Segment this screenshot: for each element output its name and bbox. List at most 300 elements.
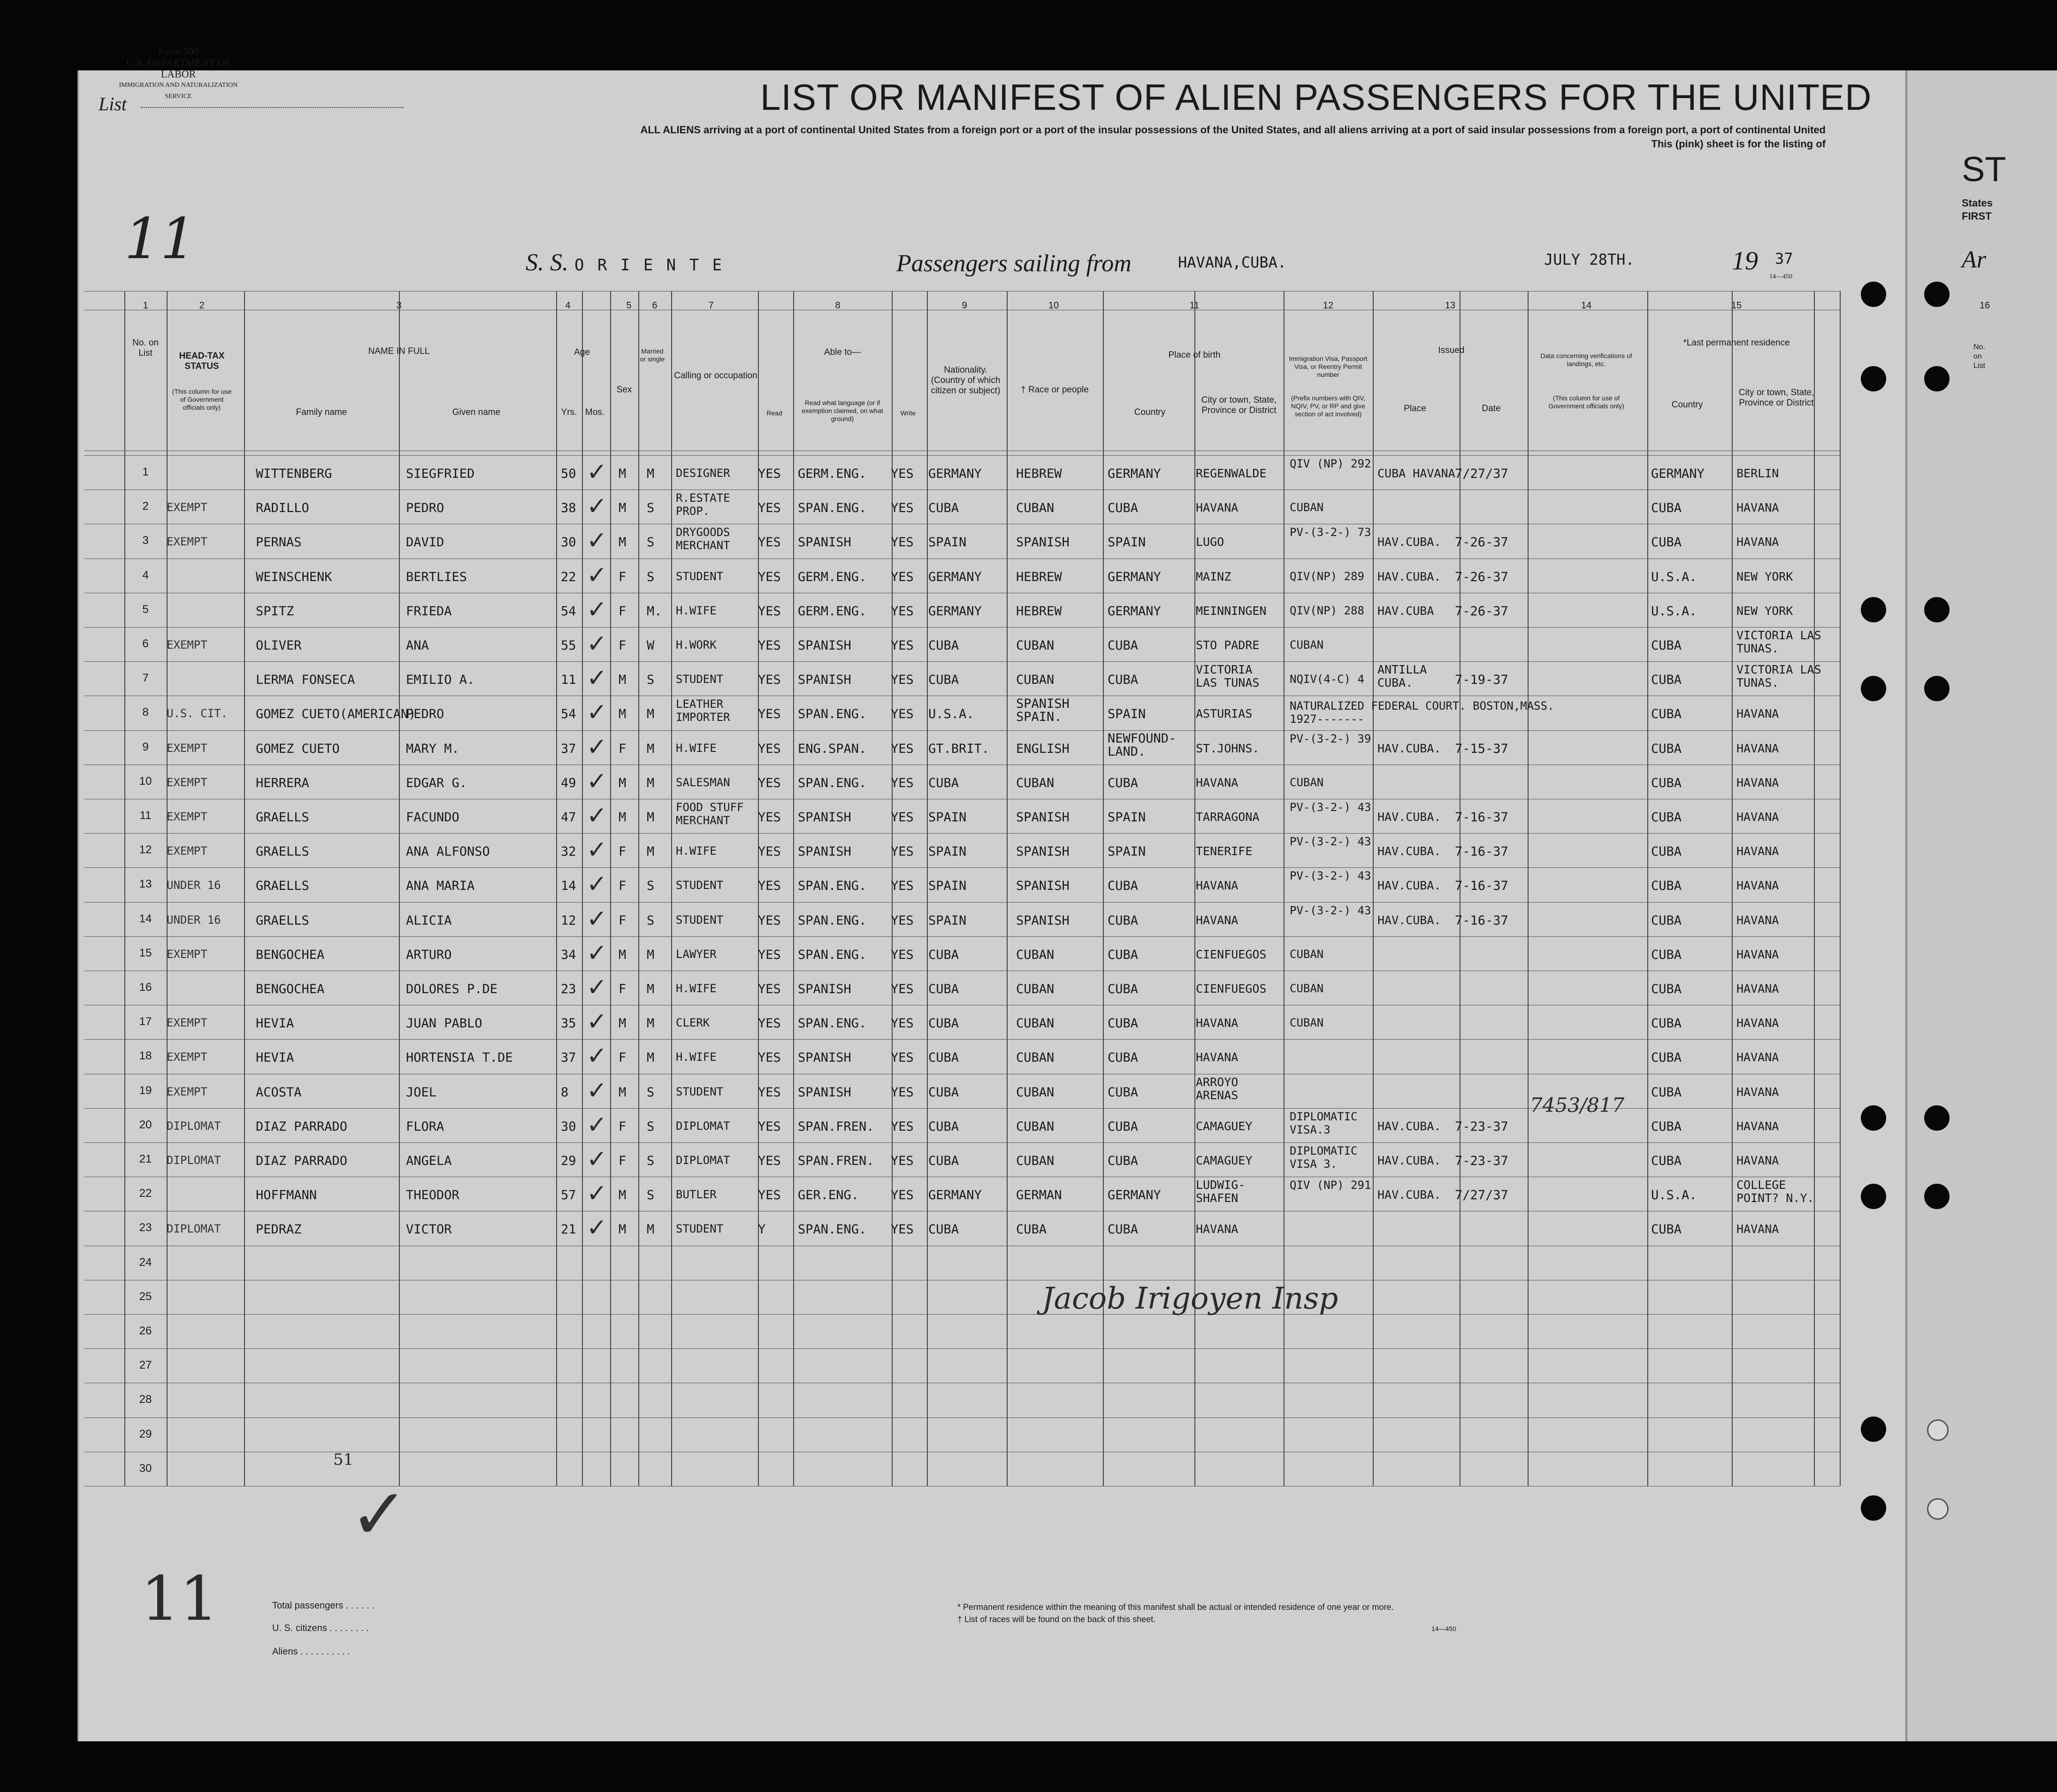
read-language: SPAN.ENG. bbox=[798, 1222, 867, 1237]
sex: M bbox=[619, 501, 627, 516]
residence-country: CUBA bbox=[1651, 673, 1682, 688]
column-number: 6 bbox=[652, 300, 658, 311]
visa-number: CUBAN bbox=[1290, 638, 1324, 651]
nationality: CUBA bbox=[928, 982, 959, 996]
visa-number: QIV(NP) 289 bbox=[1290, 569, 1364, 583]
year-prefix: 19 bbox=[1732, 246, 1758, 276]
column-number: 13 bbox=[1445, 300, 1456, 311]
residence-city: HAVANA bbox=[1736, 775, 1779, 789]
can-read: YES bbox=[758, 879, 781, 894]
can-read: YES bbox=[758, 775, 781, 790]
given-name: ARTURO bbox=[406, 947, 452, 962]
punch-hole bbox=[1861, 597, 1886, 622]
birth-city: CAMAGUEY bbox=[1196, 1119, 1253, 1133]
row-number: 27 bbox=[139, 1359, 152, 1372]
can-write: YES bbox=[891, 535, 914, 550]
occupation: DESIGNER bbox=[676, 467, 730, 480]
residence-country: CUBA bbox=[1651, 810, 1682, 825]
nationality: CUBA bbox=[928, 947, 959, 962]
grid-row-line bbox=[84, 1039, 1840, 1040]
sex: F bbox=[619, 913, 627, 928]
marital-status: M bbox=[647, 1050, 655, 1065]
occupation: SALESMAN bbox=[676, 775, 730, 789]
read-language: ENG.SPAN. bbox=[798, 741, 867, 756]
can-read: Y bbox=[758, 1222, 766, 1237]
header-visa-note: (Prefix numbers with QIV, NQIV, PV, or RP and give section of act involved) bbox=[1291, 394, 1366, 418]
residence-city: HAVANA bbox=[1736, 1154, 1779, 1167]
given-name: FRIEDA bbox=[406, 604, 452, 619]
nationality: CUBA bbox=[928, 1222, 959, 1237]
residence-country: CUBA bbox=[1651, 1050, 1682, 1065]
read-language: GERM.ENG. bbox=[798, 569, 867, 584]
marital-status: S bbox=[647, 913, 655, 928]
check-mark-icon: ✓ bbox=[587, 1008, 607, 1036]
age-years: 30 bbox=[561, 535, 576, 550]
issued-date: 7-16-37 bbox=[1455, 810, 1508, 825]
marital-status: S bbox=[647, 1188, 655, 1203]
marital-status: M bbox=[647, 982, 655, 996]
issued-place: HAV.CUBA. bbox=[1377, 1119, 1441, 1133]
form-number: Form 500 bbox=[158, 46, 199, 57]
race: CUBAN bbox=[1016, 775, 1055, 790]
residence-city: HAVANA bbox=[1736, 982, 1779, 996]
issued-date: 7-23-37 bbox=[1455, 1119, 1508, 1134]
sex: M bbox=[619, 810, 627, 825]
given-name: FACUNDO bbox=[406, 810, 459, 825]
can-write: YES bbox=[891, 1222, 914, 1237]
head-tax-status: UNDER 16 bbox=[167, 879, 221, 892]
visa-number: PV-(3-2-) 43 bbox=[1290, 835, 1371, 849]
header-place-of-birth: Place of birth bbox=[1168, 350, 1221, 360]
occupation: LEATHER IMPORTER bbox=[676, 697, 730, 724]
can-read: YES bbox=[758, 1085, 781, 1100]
birth-country: CUBA bbox=[1108, 638, 1139, 653]
read-language: SPAN.ENG. bbox=[798, 913, 867, 928]
grid-row-line bbox=[84, 730, 1840, 731]
can-write: YES bbox=[891, 810, 914, 825]
birth-city: HAVANA bbox=[1196, 1050, 1239, 1064]
residence-country: CUBA bbox=[1651, 947, 1682, 962]
issued-place: HAV.CUBA. bbox=[1377, 535, 1441, 549]
grid-row-line bbox=[84, 1417, 1840, 1418]
sex: F bbox=[619, 844, 627, 859]
check-mark-icon: ✓ bbox=[587, 1214, 607, 1242]
nationality: GERMANY bbox=[928, 467, 982, 481]
check-mark-icon: ✓ bbox=[587, 1179, 607, 1208]
residence-city: VICTORIA LAS TUNAS. bbox=[1736, 663, 1821, 690]
column-number: 2 bbox=[199, 300, 205, 311]
can-write: YES bbox=[891, 844, 914, 859]
family-name: PEDRAZ bbox=[256, 1222, 302, 1237]
issued-place: HAV.CUBA bbox=[1377, 604, 1434, 618]
departure-date: JULY 28TH. bbox=[1544, 251, 1635, 268]
footer-code: 14—450 bbox=[1431, 1625, 1456, 1632]
birth-country: CUBA bbox=[1108, 947, 1139, 962]
right-line-2: FIRST bbox=[1962, 210, 1992, 222]
issued-place: HAV.CUBA. bbox=[1377, 844, 1441, 858]
can-read: YES bbox=[758, 947, 781, 962]
marital-status: S bbox=[647, 535, 655, 550]
nationality: CUBA bbox=[928, 1154, 959, 1168]
birth-country: GERMANY bbox=[1108, 1188, 1161, 1203]
can-write: YES bbox=[891, 1119, 914, 1134]
birth-city: TENERIFE bbox=[1196, 844, 1253, 858]
occupation: H.WIFE bbox=[676, 604, 717, 617]
occupation: STUDENT bbox=[676, 1085, 724, 1098]
check-mark-icon: ✓ bbox=[587, 870, 607, 899]
sex: M bbox=[619, 1085, 627, 1100]
row-number: 8 bbox=[142, 706, 149, 719]
marital-status: S bbox=[647, 879, 655, 894]
grid-row-line bbox=[84, 936, 1840, 937]
head-tax-status: EXEMPT bbox=[167, 1085, 207, 1098]
birth-city: HAVANA bbox=[1196, 775, 1239, 789]
header-no-on-list: No. on List bbox=[132, 338, 159, 358]
visa-number: PV-(3-2-) 39 bbox=[1290, 732, 1371, 745]
can-write: YES bbox=[891, 569, 914, 584]
can-write: YES bbox=[891, 741, 914, 756]
nationality: SPAIN bbox=[928, 879, 967, 894]
birth-country: SPAIN bbox=[1108, 707, 1146, 722]
header-sex: Sex bbox=[616, 385, 632, 395]
can-read: YES bbox=[758, 1154, 781, 1168]
read-language: SPAN.FREN. bbox=[798, 1119, 874, 1134]
birth-city: TARRAGONA bbox=[1196, 810, 1260, 824]
sex: F bbox=[619, 1050, 627, 1065]
visa-number: PV-(3-2-) 73 bbox=[1290, 526, 1371, 539]
sex: F bbox=[619, 1119, 627, 1134]
age-years: 8 bbox=[561, 1085, 569, 1100]
can-read: YES bbox=[758, 1188, 781, 1203]
birth-city: ST.JOHNS. bbox=[1196, 741, 1260, 755]
occupation: LAWYER bbox=[676, 947, 717, 961]
nationality: SPAIN bbox=[928, 844, 967, 859]
footer-us-citizens: U. S. citizens . . . . . . . . bbox=[272, 1623, 369, 1633]
header-data-verif: Data concerning verifications of landings, etc. bbox=[1540, 352, 1632, 368]
marital-status: M bbox=[647, 1016, 655, 1031]
can-write: YES bbox=[891, 1154, 914, 1168]
birth-city: STO PADRE bbox=[1196, 638, 1260, 652]
header-birth-country: Country bbox=[1134, 407, 1166, 417]
grid-row-line bbox=[84, 627, 1840, 628]
punch-hole bbox=[1924, 282, 1950, 307]
given-name: HORTENSIA T.DE bbox=[406, 1050, 513, 1065]
nationality: CUBA bbox=[928, 1085, 959, 1100]
can-read: YES bbox=[758, 982, 781, 996]
can-read: YES bbox=[758, 673, 781, 688]
head-tax-status: EXEMPT bbox=[167, 810, 207, 823]
marital-status: M bbox=[647, 844, 655, 859]
can-write: YES bbox=[891, 638, 914, 653]
birth-city: LUGO bbox=[1196, 535, 1224, 549]
residence-city: HAVANA bbox=[1736, 879, 1779, 893]
head-tax-status: EXEMPT bbox=[167, 535, 207, 549]
birth-country: CUBA bbox=[1108, 1119, 1139, 1134]
nationality: GT.BRIT. bbox=[928, 741, 990, 756]
row-number: 16 bbox=[139, 981, 152, 994]
birth-city: ASTURIAS bbox=[1196, 707, 1253, 721]
occupation: CLERK bbox=[676, 1016, 710, 1030]
birth-country: CUBA bbox=[1108, 982, 1139, 996]
row-number: 15 bbox=[139, 946, 152, 959]
marital-status: S bbox=[647, 1085, 655, 1100]
residence-country: CUBA bbox=[1651, 775, 1682, 790]
sex: F bbox=[619, 982, 627, 996]
issued-place: CUBA HAVANA bbox=[1377, 467, 1455, 480]
punch-hole bbox=[1924, 366, 1950, 391]
residence-country: CUBA bbox=[1651, 638, 1682, 653]
occupation: STUDENT bbox=[676, 913, 724, 927]
visa-number: QIV(NP) 288 bbox=[1290, 604, 1364, 617]
birth-city: CIENFUEGOS bbox=[1196, 982, 1267, 996]
visa-number: PV-(3-2-) 43 bbox=[1290, 869, 1371, 883]
race: CUBAN bbox=[1016, 982, 1055, 996]
check-mark-icon: ✓ bbox=[587, 630, 607, 658]
head-tax-status: U.S. CIT. bbox=[167, 707, 228, 720]
read-language: SPAN.ENG. bbox=[798, 879, 867, 894]
row-number: 17 bbox=[139, 1015, 152, 1028]
row-number: 12 bbox=[139, 843, 152, 857]
occupation: H.WIFE bbox=[676, 982, 717, 995]
birth-country: CUBA bbox=[1108, 1222, 1139, 1237]
nationality: CUBA bbox=[928, 501, 959, 516]
row-number: 18 bbox=[139, 1049, 152, 1063]
race: HEBREW bbox=[1016, 569, 1062, 584]
nationality: SPAIN bbox=[928, 810, 967, 825]
header-issued-date: Date bbox=[1482, 404, 1501, 414]
race: SPANISH bbox=[1016, 844, 1070, 859]
family-name: WITTENBERG bbox=[256, 467, 332, 481]
column-number: 15 bbox=[1731, 300, 1742, 311]
family-name: BENGOCHEA bbox=[256, 982, 325, 996]
check-mark-icon: ✓ bbox=[587, 836, 607, 865]
head-tax-status: EXEMPT bbox=[167, 947, 207, 961]
row-number: 14 bbox=[139, 912, 152, 925]
read-language: SPANISH bbox=[798, 982, 851, 996]
grid-row-line bbox=[84, 833, 1840, 834]
residence-country: U.S.A. bbox=[1651, 569, 1697, 584]
birth-city: HAVANA bbox=[1196, 879, 1239, 893]
family-name: LERMA FONSECA bbox=[256, 673, 355, 688]
given-name: JUAN PABLO bbox=[406, 1016, 482, 1031]
occupation: BUTLER bbox=[676, 1188, 717, 1202]
family-name: HOFFMANN bbox=[256, 1188, 317, 1203]
grid-row-line bbox=[84, 1314, 1840, 1315]
race: SPANISH bbox=[1016, 810, 1070, 825]
row-number: 20 bbox=[139, 1118, 152, 1131]
sex: M bbox=[619, 535, 627, 550]
punch-hole bbox=[1861, 366, 1886, 391]
age-years: 54 bbox=[561, 604, 576, 619]
marital-status: M bbox=[647, 810, 655, 825]
age-years: 37 bbox=[561, 741, 576, 756]
can-write: YES bbox=[891, 1085, 914, 1100]
can-write: YES bbox=[891, 1050, 914, 1065]
can-read: YES bbox=[758, 604, 781, 619]
punch-hole bbox=[1924, 1184, 1950, 1209]
residence-city: NEW YORK bbox=[1736, 569, 1793, 583]
age-years: 32 bbox=[561, 844, 576, 859]
issued-place: HAV.CUBA. bbox=[1377, 879, 1441, 893]
residence-country: CUBA bbox=[1651, 879, 1682, 894]
residence-country: CUBA bbox=[1651, 1085, 1682, 1100]
can-write: YES bbox=[891, 982, 914, 996]
check-mark-icon: ✓ bbox=[587, 1042, 607, 1071]
birth-country: CUBA bbox=[1108, 1050, 1139, 1065]
handwritten-signature: Jacob Irigoyen Insp bbox=[1042, 1281, 1338, 1316]
given-name: VICTOR bbox=[406, 1222, 452, 1237]
age-years: 50 bbox=[561, 467, 576, 481]
header-res-country: Country bbox=[1671, 400, 1703, 410]
row-number: 26 bbox=[139, 1325, 152, 1337]
residence-city: HAVANA bbox=[1736, 501, 1779, 515]
can-read: YES bbox=[758, 501, 781, 516]
visa-number: CUBAN bbox=[1290, 947, 1324, 961]
subtitle-line-2: This (pink) sheet is for the listing of bbox=[1651, 138, 1826, 150]
punch-hole bbox=[1924, 597, 1950, 622]
check-mark-icon: ✓ bbox=[587, 733, 607, 761]
residence-city: HAVANA bbox=[1736, 1222, 1779, 1236]
read-language: SPAN.FREN. bbox=[798, 1154, 874, 1168]
punch-hole bbox=[1861, 1417, 1886, 1442]
column-number: 3 bbox=[396, 300, 402, 311]
row-number: 21 bbox=[139, 1153, 152, 1165]
issued-place: HAV.CUBA. bbox=[1377, 1188, 1441, 1202]
footer-aliens: Aliens . . . . . . . . . . bbox=[272, 1646, 350, 1657]
occupation: STUDENT bbox=[676, 1222, 724, 1236]
header-read-language: Read what language (or if exemption claimed, on what ground) bbox=[802, 399, 883, 422]
row-number: 13 bbox=[139, 878, 152, 891]
race: HEBREW bbox=[1016, 467, 1062, 481]
residence-country: CUBA bbox=[1651, 982, 1682, 996]
given-name: SIEGFRIED bbox=[406, 467, 475, 481]
can-read: YES bbox=[758, 707, 781, 722]
given-name: THEODOR bbox=[406, 1188, 459, 1203]
punch-hole bbox=[1924, 1105, 1950, 1131]
visa-number: PV-(3-2-) 43 bbox=[1290, 801, 1371, 814]
year-suffix: 37 bbox=[1775, 250, 1793, 268]
head-tax-status: DIPLOMAT bbox=[167, 1119, 221, 1133]
header-head-tax-note: (This column for use of Government officials only) bbox=[172, 388, 232, 411]
family-name: RADILLO bbox=[256, 501, 309, 516]
birth-city: HAVANA bbox=[1196, 1222, 1239, 1236]
can-write: YES bbox=[891, 604, 914, 619]
header-issued: Issued bbox=[1438, 345, 1465, 355]
sex: M bbox=[619, 1222, 627, 1237]
head-tax-status: UNDER 16 bbox=[167, 913, 221, 927]
birth-country: NEWFOUND-LAND. bbox=[1108, 731, 1177, 759]
right-line-3: Ar bbox=[1962, 246, 1986, 273]
marital-status: M bbox=[647, 775, 655, 790]
check-mark-icon: ✓ bbox=[587, 1076, 607, 1105]
row-number: 30 bbox=[139, 1462, 152, 1475]
can-read: YES bbox=[758, 1016, 781, 1031]
column-number: 1 bbox=[143, 300, 148, 311]
race: CUBAN bbox=[1016, 947, 1055, 962]
read-language: SPANISH bbox=[798, 844, 851, 859]
row-number: 23 bbox=[139, 1221, 152, 1234]
residence-city: HAVANA bbox=[1736, 844, 1779, 858]
head-tax-status: EXEMPT bbox=[167, 501, 207, 514]
nationality: CUBA bbox=[928, 673, 959, 688]
given-name: PEDRO bbox=[406, 501, 444, 516]
grid-column-line bbox=[1840, 291, 1841, 1486]
check-mark-icon: ✓ bbox=[587, 939, 607, 967]
family-name: HEVIA bbox=[256, 1050, 294, 1065]
visa-number: CUBAN bbox=[1290, 1016, 1324, 1030]
issued-date: 7-26-37 bbox=[1455, 604, 1508, 619]
birth-country: CUBA bbox=[1108, 913, 1139, 928]
footnote-races: † List of races will be found on the back of this sheet. bbox=[957, 1615, 1156, 1624]
occupation: H.WIFE bbox=[676, 844, 717, 858]
footer-citizens-label: U. S. citizens bbox=[272, 1623, 327, 1633]
column-number: 9 bbox=[962, 300, 967, 311]
birth-city: HAVANA bbox=[1196, 913, 1239, 927]
sex: F bbox=[619, 604, 627, 619]
issued-place: HAV.CUBA. bbox=[1377, 1154, 1441, 1167]
right-line-1: States bbox=[1962, 197, 1993, 209]
read-language: SPAN.ENG. bbox=[798, 947, 867, 962]
given-name: ANA MARIA bbox=[406, 879, 475, 894]
grid-column-line bbox=[1647, 291, 1648, 1486]
can-write: YES bbox=[891, 467, 914, 481]
can-read: YES bbox=[758, 844, 781, 859]
age-years: 34 bbox=[561, 947, 576, 962]
race: SPANISH bbox=[1016, 535, 1070, 550]
family-name: GRAELLS bbox=[256, 879, 309, 894]
visa-number: DIPLOMATIC VISA.3 bbox=[1290, 1110, 1358, 1136]
punch-hole bbox=[1861, 676, 1886, 701]
row-number: 2 bbox=[142, 500, 149, 513]
age-years: 37 bbox=[561, 1050, 576, 1065]
given-name: ANGELA bbox=[406, 1154, 452, 1168]
occupation: STUDENT bbox=[676, 673, 724, 686]
issued-place: HAV.CUBA. bbox=[1377, 913, 1441, 927]
family-name: DIAZ PARRADO bbox=[256, 1154, 348, 1168]
nationality: U.S.A. bbox=[928, 707, 974, 722]
family-name: GRAELLS bbox=[256, 844, 309, 859]
can-read: YES bbox=[758, 741, 781, 756]
sex: F bbox=[619, 879, 627, 894]
check-mark-icon: ✓ bbox=[587, 664, 607, 693]
issued-date: 7-15-37 bbox=[1455, 741, 1508, 756]
punch-hole bbox=[1924, 676, 1950, 701]
sex: F bbox=[619, 741, 627, 756]
header-write: Write bbox=[900, 409, 916, 417]
race: GERMAN bbox=[1016, 1188, 1062, 1203]
birth-city: MAINZ bbox=[1196, 569, 1231, 583]
check-mark-icon: ✓ bbox=[587, 698, 607, 727]
read-language: SPANISH bbox=[798, 1050, 851, 1065]
header-race: † Race or people bbox=[1021, 385, 1089, 395]
age-years: 12 bbox=[561, 913, 576, 928]
birth-city: LUDWIG-SHAFEN bbox=[1196, 1178, 1246, 1205]
age-years: 35 bbox=[561, 1016, 576, 1031]
check-mark-icon: ✓ bbox=[587, 802, 607, 830]
given-name: PEDRO bbox=[406, 707, 444, 722]
age-years: 21 bbox=[561, 1222, 576, 1237]
given-name: DAVID bbox=[406, 535, 444, 550]
issued-date: 7-26-37 bbox=[1455, 569, 1508, 584]
grid-row-line bbox=[84, 902, 1840, 903]
grid-column-line bbox=[610, 291, 611, 1486]
footer-total-label: Total passengers bbox=[272, 1601, 344, 1611]
residence-city: HAVANA bbox=[1736, 1085, 1779, 1099]
marital-status: S bbox=[647, 501, 655, 516]
sex: F bbox=[619, 1154, 627, 1168]
grid-row-line bbox=[84, 661, 1840, 662]
right-no-on-list bbox=[1973, 343, 1985, 371]
